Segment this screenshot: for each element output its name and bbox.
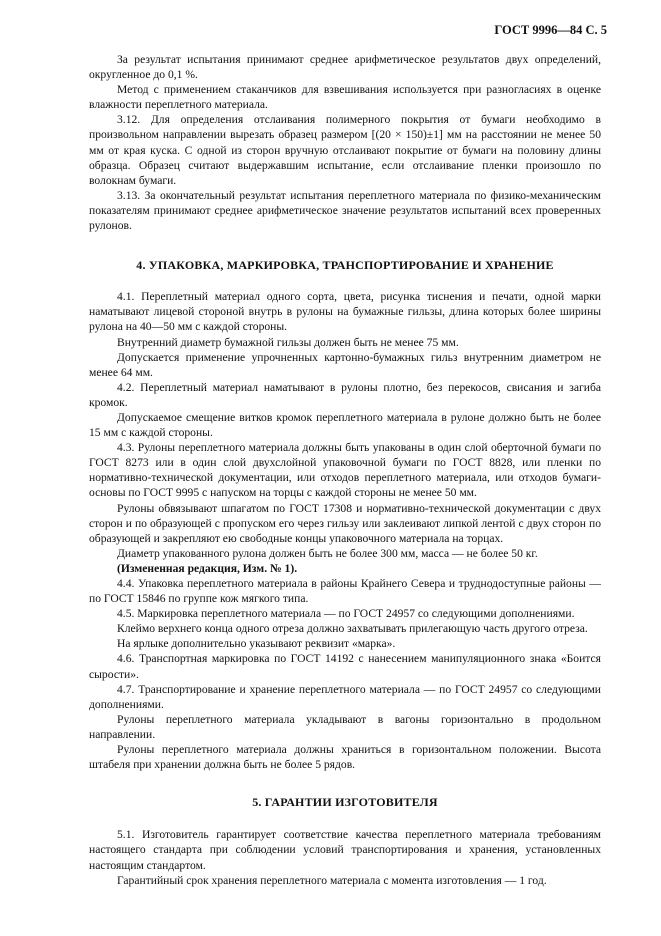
paragraph: 4.1. Переплетный материал одного сорта, цвета, рисунка тиснения и печати, одной марки наматывают лицевой стороной внутрь в рулоны на бумажные гильзы, длина которых более ширины рулона на 40—50 мм с каждой стороны.: [89, 290, 601, 334]
paragraph: 5.1. Изготовитель гарантирует соответствие качества переплетного материала требованиям настоящего стандарта при соблюдении условий транспортирования и хранения, установленных настоящим стандартом.: [89, 828, 601, 872]
paragraph: Рулоны переплетного материала укладывают в вагоны горизонтально в продольном направлении.: [89, 712, 601, 741]
paragraph: 3.13. За окончательный результат испытания переплетного материала по физико-механическим показателям принимают среднее арифметическое значение результатов испытаний всех проверенных рулонов.: [89, 188, 601, 233]
paragraph: За результат испытания принимают среднее арифметическое результатов двух определений, округленное до 0,1 %.: [89, 53, 601, 82]
paragraph: Диаметр упакованного рулона должен быть не более 300 мм, масса — не более 50 кг.: [117, 546, 538, 560]
paragraph: 4.4. Упаковка переплетного материала в районы Крайнего Севера и труднодоступные районы — по ГОСТ 15846 по группе кож мягкого типа.: [89, 577, 601, 606]
paragraph: Гарантийный срок хранения переплетного материала с момента изготовления — 1 год.: [117, 873, 547, 887]
paragraph: На ярлыке дополнительно указывают реквизит «марка».: [117, 637, 396, 651]
paragraph: 4.2. Переплетный материал наматывают в рулоны плотно, без перекосов, свисания и загиба кромок.: [89, 380, 601, 409]
page-content: [89, 52, 601, 888]
section-4-title: 4. УПАКОВКА, МАРКИРОВКА, ТРАНСПОРТИРОВАНИЕ И ХРАНЕНИЕ: [136, 258, 554, 273]
section-5-title: 5. ГАРАНТИИ ИЗГОТОВИТЕЛЯ: [252, 795, 438, 810]
paragraph: Метод с применением стаканчиков для взвешивания используется при разногласиях в оценке влажности переплетного материала.: [89, 83, 601, 112]
amendment-note: (Измененная редакция, Изм. № 1).: [117, 561, 298, 575]
paragraph: Клеймо верхнего конца одного отреза должно захватывать прилегающую часть другого отреза.: [117, 622, 588, 636]
paragraph: 4.5. Маркировка переплетного материала — по ГОСТ 24957 со следующими дополнениями.: [117, 607, 575, 621]
paragraph: Рулоны обвязывают шпагатом по ГОСТ 17308 и нормативно-технической документации с двух сторон и по образующей с пропуском его через гильзу или заклеивают липкой лентой с двух сторон по образующей и закрепляют ею свободные концы упаковочного материала на торцах.: [89, 501, 601, 545]
paragraph: 4.6. Транспортная маркировка по ГОСТ 14192 с нанесением манипуляционного знака «Боится сырости».: [89, 652, 601, 681]
paragraph: Допускаемое смещение витков кромок переплетного материала в рулоне должно быть не более 15 мм с каждой стороны.: [89, 410, 601, 440]
page-header: ГОСТ 9996—84 С. 5: [494, 23, 607, 37]
paragraph: Рулоны переплетного материала должны храниться в горизонтальном положении. Высота штабеля при хранении должна быть не более 5 рядов.: [89, 743, 601, 772]
paragraph: 4.7. Транспортирование и хранение переплетного материала — по ГОСТ 24957 со следующими дополнениями.: [89, 682, 601, 711]
paragraph: 3.12. Для определения отслаивания полимерного покрытия от бумаги необходимо в произвольном направлении вырезать образец размером [(20 × 150)±1] мм на расстоянии не менее 50 мм от края куска. С одной из сторон вручную отслаивают покрытие от бумаги на половину длины образца. Образец считают выдержавшим испытание, если отслаивание пленки произошло по волокнам бумаги.: [89, 113, 601, 187]
paragraph: 4.3. Рулоны переплетного материала должны быть упакованы в один слой оберточной бумаги по ГОСТ 8273 или в один слой двухслойной упаковочной бумаги по ГОСТ 8828, или пленки по нормативно-технической документации, или отходов переплетного материала, или отходов бумаги-основы по ГОСТ 9995 с напуском на торцы с каждой стороны не менее 50 мм.: [89, 441, 601, 500]
paragraph: Допускается применение упрочненных картонно-бумажных гильз внутренним диаметром не менее 64 мм.: [89, 350, 601, 379]
paragraph: Внутренний диаметр бумажной гильзы должен быть не менее 75 мм.: [117, 335, 459, 349]
